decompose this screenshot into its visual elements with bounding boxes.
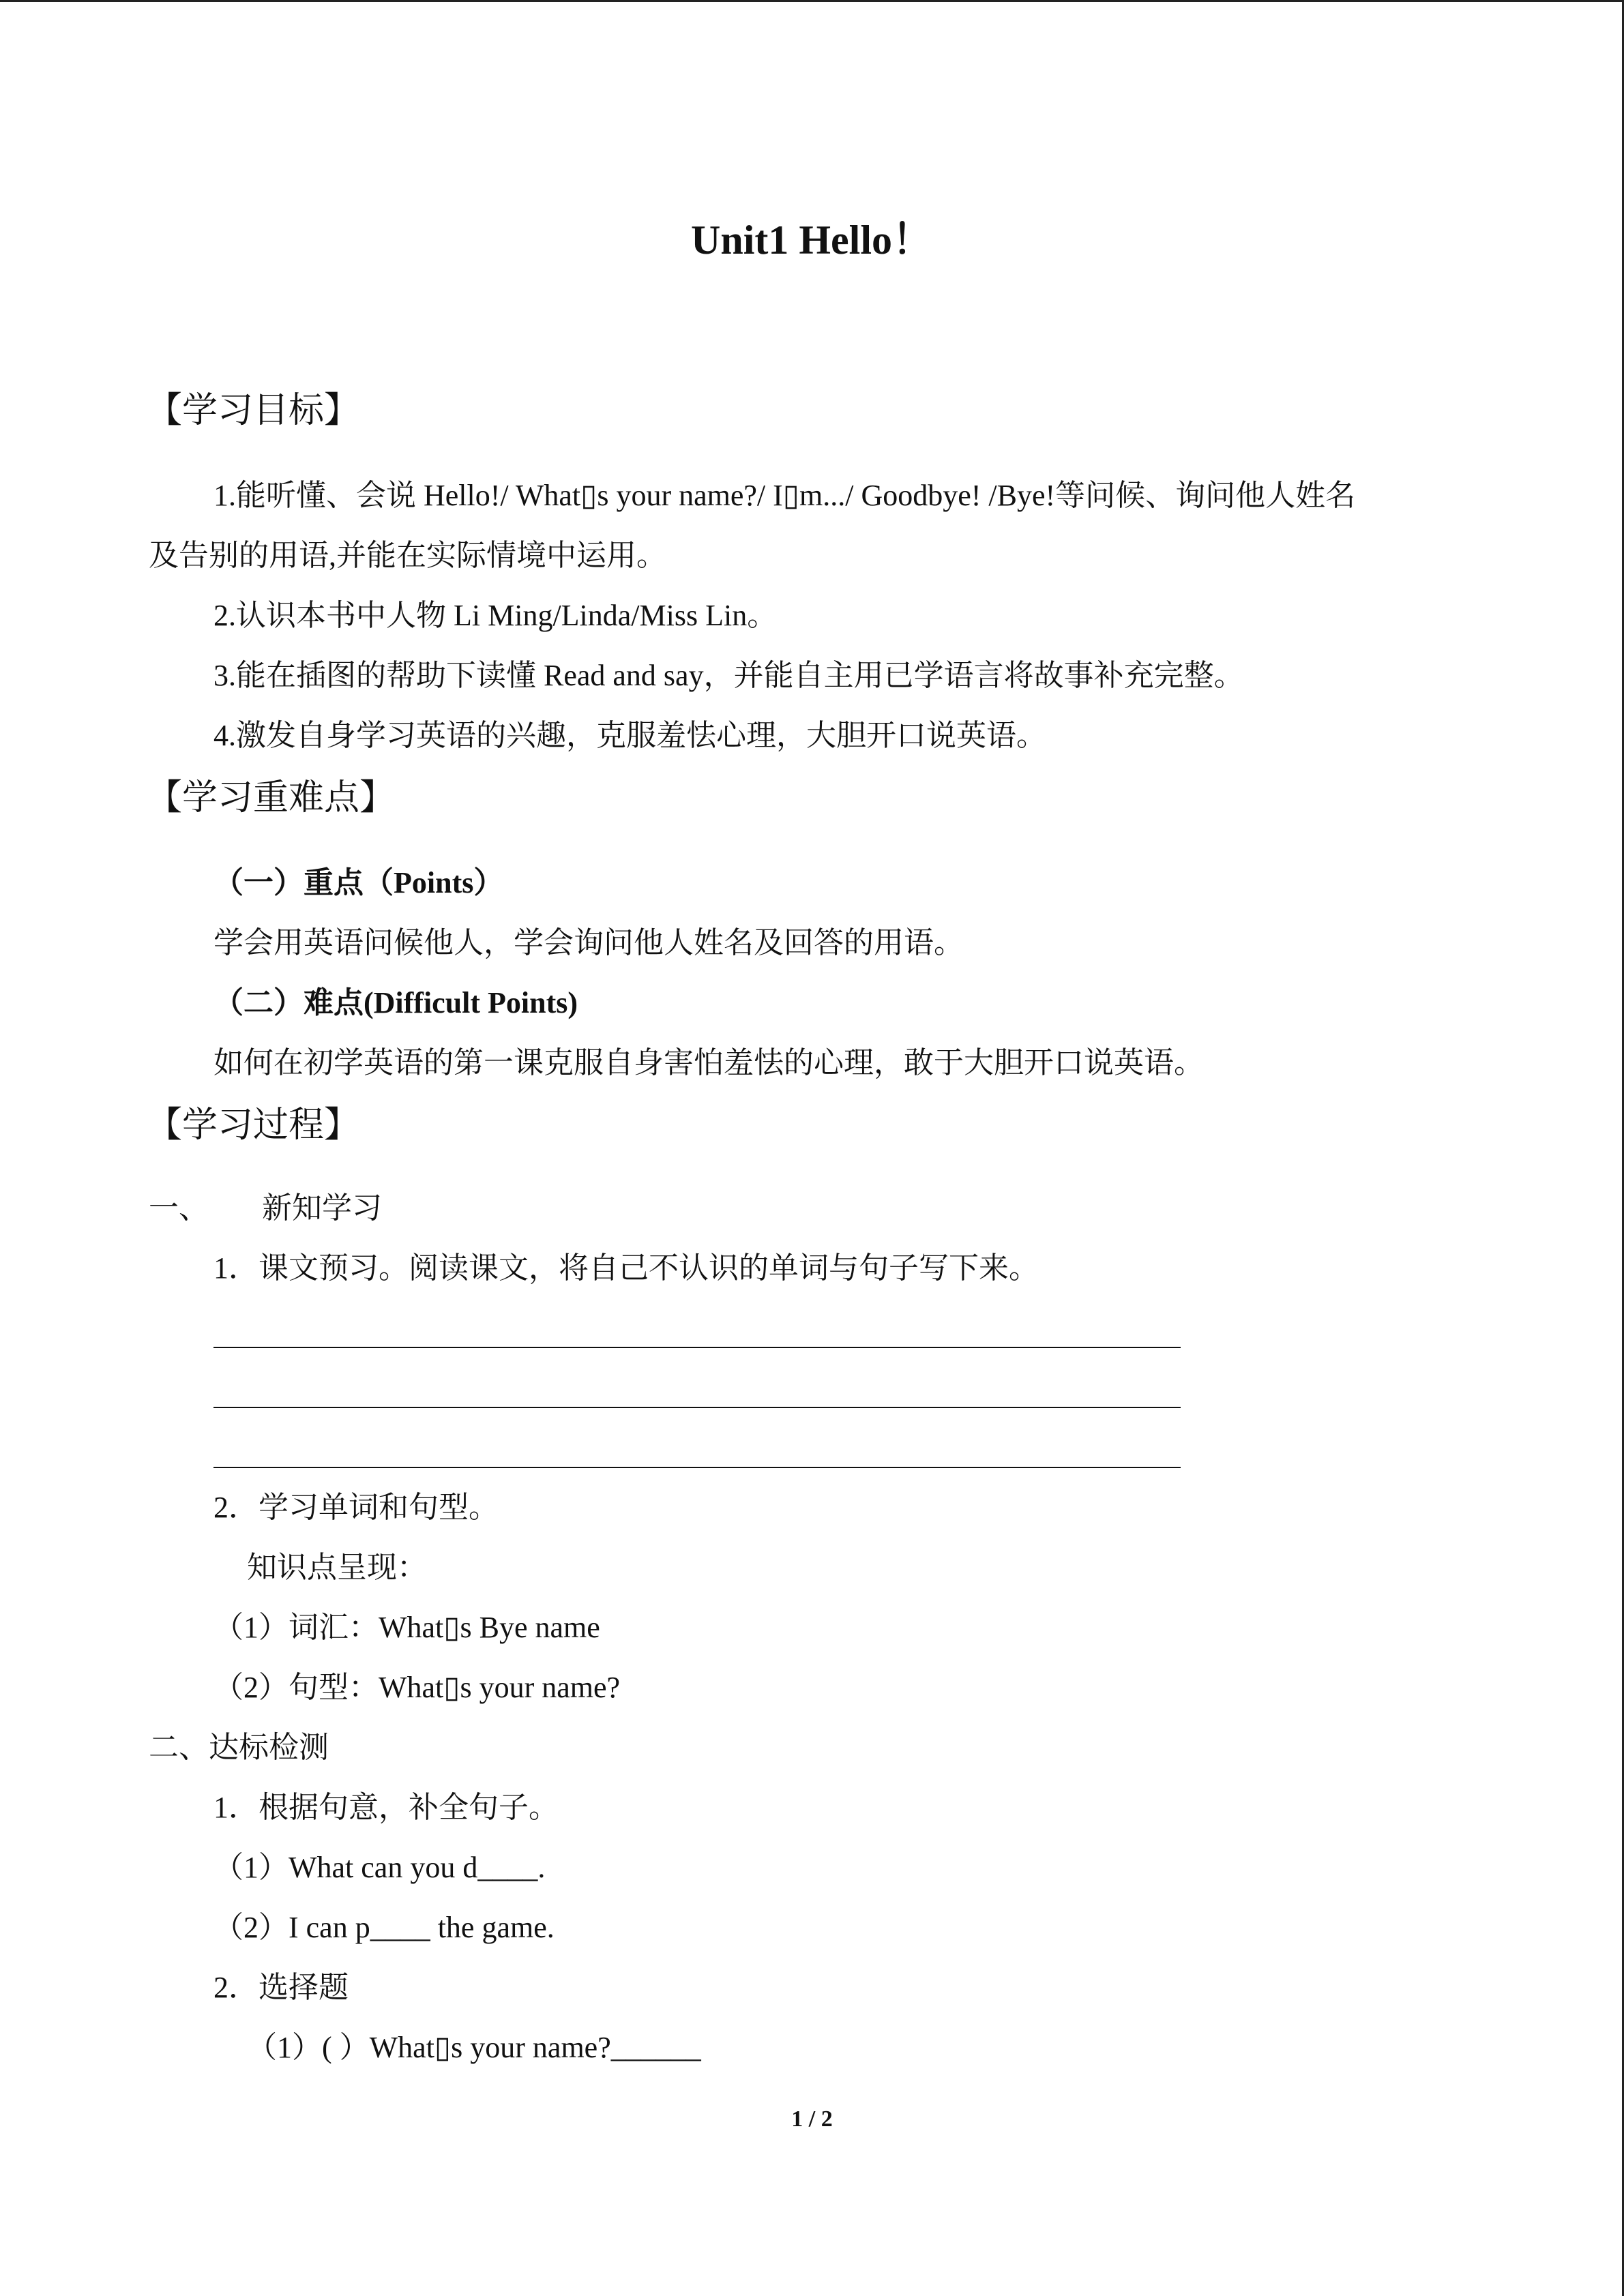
difficult-label: （二）难点(Difficult Points) bbox=[213, 986, 578, 1019]
key-points-heading: 【学习重难点】 bbox=[147, 779, 396, 818]
check1-question-2: （2）I can p____ the game. bbox=[213, 1911, 555, 1944]
sentence-line: （2）句型：What▯s your name? bbox=[213, 1671, 621, 1704]
check2-text: 2．选择题 bbox=[213, 1971, 349, 2004]
objective-item-3: 3.能在插图的帮助下读懂 Read and say，并能自主用已学语言将故事补充完整。 bbox=[213, 659, 1244, 692]
page-title: Unit1 Hello！ bbox=[691, 218, 933, 263]
step1-text: 1．课文预习。阅读课文，将自己不认识的单词与句子写下来。 bbox=[213, 1251, 1039, 1285]
objective-item-1: 1.能听懂、会说 Hello!/ What▯s your name?/ I▯m.../ Goodbye! /Bye!等问候、询问他人姓名 bbox=[213, 479, 1356, 512]
points-label: （一）重点（Points） bbox=[213, 866, 504, 899]
part1-number: 一、 bbox=[149, 1191, 209, 1225]
answer-line-2[interactable] bbox=[213, 1407, 1181, 1408]
objective-item-4: 4.激发自身学习英语的兴趣，克服羞怯心理，大胆开口说英语。 bbox=[213, 719, 1046, 752]
answer-line-1[interactable] bbox=[213, 1347, 1181, 1348]
part1-title: 新知学习 bbox=[262, 1191, 382, 1225]
objectives-heading: 【学习目标】 bbox=[147, 391, 360, 430]
knowledge-label: 知识点呈现： bbox=[247, 1551, 427, 1584]
check1-question-1: （1）What can you d____. bbox=[213, 1851, 546, 1884]
points-text: 学会用英语问候他人，学会询问他人姓名及回答的用语。 bbox=[213, 926, 964, 959]
part2-title: 二、达标检测 bbox=[149, 1731, 329, 1764]
objective-item-2: 2.认识本书中人物 Li Ming/Linda/Miss Lin。 bbox=[213, 599, 778, 632]
check2-question-1: （1）( ）What▯s your name?______ bbox=[247, 2031, 701, 2064]
page-top-border bbox=[0, 0, 1624, 2]
answer-line-3[interactable] bbox=[213, 1467, 1181, 1468]
vocab-line: （1）词汇：What▯s Bye name bbox=[213, 1611, 600, 1644]
check1-text: 1．根据句意，补全句子。 bbox=[213, 1791, 559, 1824]
process-heading: 【学习过程】 bbox=[147, 1106, 360, 1145]
page-number: 1 / 2 bbox=[791, 2106, 833, 2132]
step2-text: 2．学习单词和句型。 bbox=[213, 1491, 499, 1524]
difficult-text: 如何在初学英语的第一课克服自身害怕羞怯的心理，敢于大胆开口说英语。 bbox=[213, 1046, 1204, 1079]
objective-item-1-cont: 及告别的用语,并能在实际情境中运用。 bbox=[149, 539, 666, 572]
